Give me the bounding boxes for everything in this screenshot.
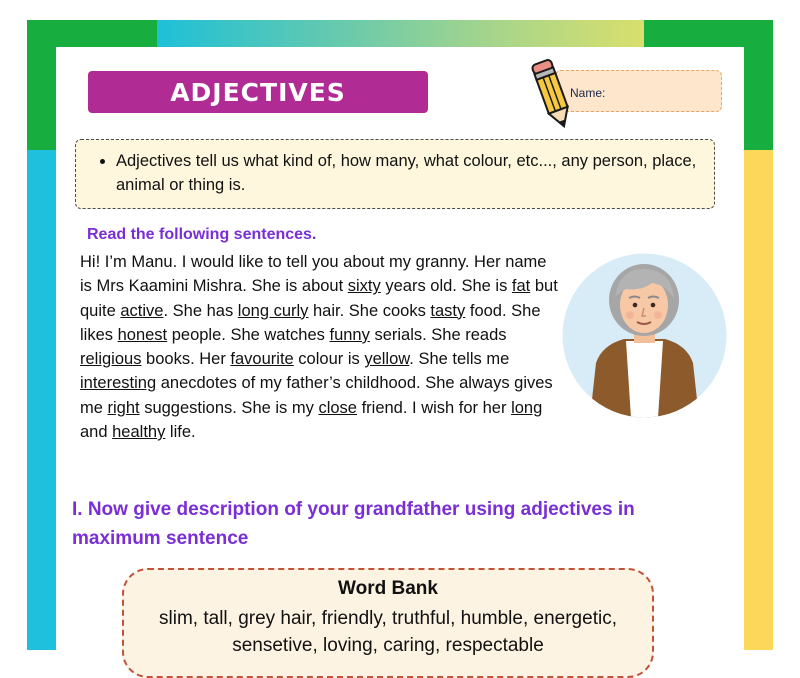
passage-text: anecdotes of my father’s childhood. She always gives me bbox=[80, 374, 553, 417]
name-label: Name: bbox=[570, 86, 606, 100]
underlined-adjective: active bbox=[120, 301, 164, 320]
passage-text: friend. I wish for her bbox=[357, 398, 512, 417]
reading-passage bbox=[80, 250, 560, 444]
passage-text: Hi! I’m Manu. I would like to tell you about my granny. Her name is Mrs Kaamini Mishra. She is about bbox=[80, 253, 547, 296]
underlined-adjective: honest bbox=[117, 325, 168, 344]
page-title: ADJECTIVES bbox=[170, 77, 346, 107]
passage-text: hair. She cooks bbox=[308, 301, 431, 320]
frame-top-gradient bbox=[157, 20, 644, 48]
passage-text: serials. She reads bbox=[369, 325, 507, 344]
passage-text: colour is bbox=[293, 350, 365, 369]
underlined-adjective: close bbox=[318, 398, 357, 417]
passage-text: suggestions. She is my bbox=[139, 398, 319, 417]
word-bank-box bbox=[122, 568, 654, 678]
grandmother-illustration bbox=[562, 253, 727, 418]
underlined-adjective: long bbox=[511, 398, 543, 417]
underlined-adjective: favourite bbox=[230, 350, 294, 369]
passage-text: years old. She is bbox=[380, 277, 512, 296]
underlined-adjective: long curly bbox=[237, 301, 309, 320]
passage-text: people. She watches bbox=[167, 325, 330, 344]
passage-text: . She has bbox=[163, 301, 238, 320]
passage-text: life. bbox=[165, 423, 196, 442]
definition-text: • Adjectives tell us what kind of, how many, what colour, etc..., any person, place, animal or thing is. bbox=[116, 149, 698, 197]
title-banner bbox=[88, 71, 428, 113]
underlined-adjective: sixty bbox=[347, 277, 381, 296]
underlined-adjective: interesting bbox=[80, 374, 157, 393]
passage-text: . She tells me bbox=[409, 350, 510, 369]
passage-text: and bbox=[80, 423, 113, 442]
name-field[interactable] bbox=[555, 70, 722, 112]
underlined-adjective: fat bbox=[511, 277, 531, 296]
reading-heading: Read the following sentences. bbox=[87, 226, 317, 243]
underlined-adjective: religious bbox=[80, 350, 142, 369]
frame-side-yellow bbox=[744, 150, 773, 650]
frame-side-cyan bbox=[27, 150, 57, 650]
word-bank-words: slim, tall, grey hair, friendly, truthful, humble, energetic, sensetive, loving, caring, respectable bbox=[159, 608, 617, 656]
underlined-adjective: right bbox=[107, 398, 140, 417]
passage-text: books. Her bbox=[141, 350, 231, 369]
passage-text: but quite bbox=[80, 277, 558, 320]
question-heading: I. Now give description of your grandfather using adjectives in maximum sentence bbox=[72, 499, 635, 549]
underlined-adjective: funny bbox=[329, 325, 370, 344]
passage-text: food. She likes bbox=[80, 301, 541, 344]
underlined-adjective: healthy bbox=[112, 423, 166, 442]
underlined-adjective: tasty bbox=[430, 301, 466, 320]
pencil-icon bbox=[528, 54, 578, 132]
definition-note bbox=[75, 139, 715, 209]
word-bank-title: Word Bank bbox=[338, 578, 438, 599]
underlined-adjective: yellow bbox=[364, 350, 410, 369]
